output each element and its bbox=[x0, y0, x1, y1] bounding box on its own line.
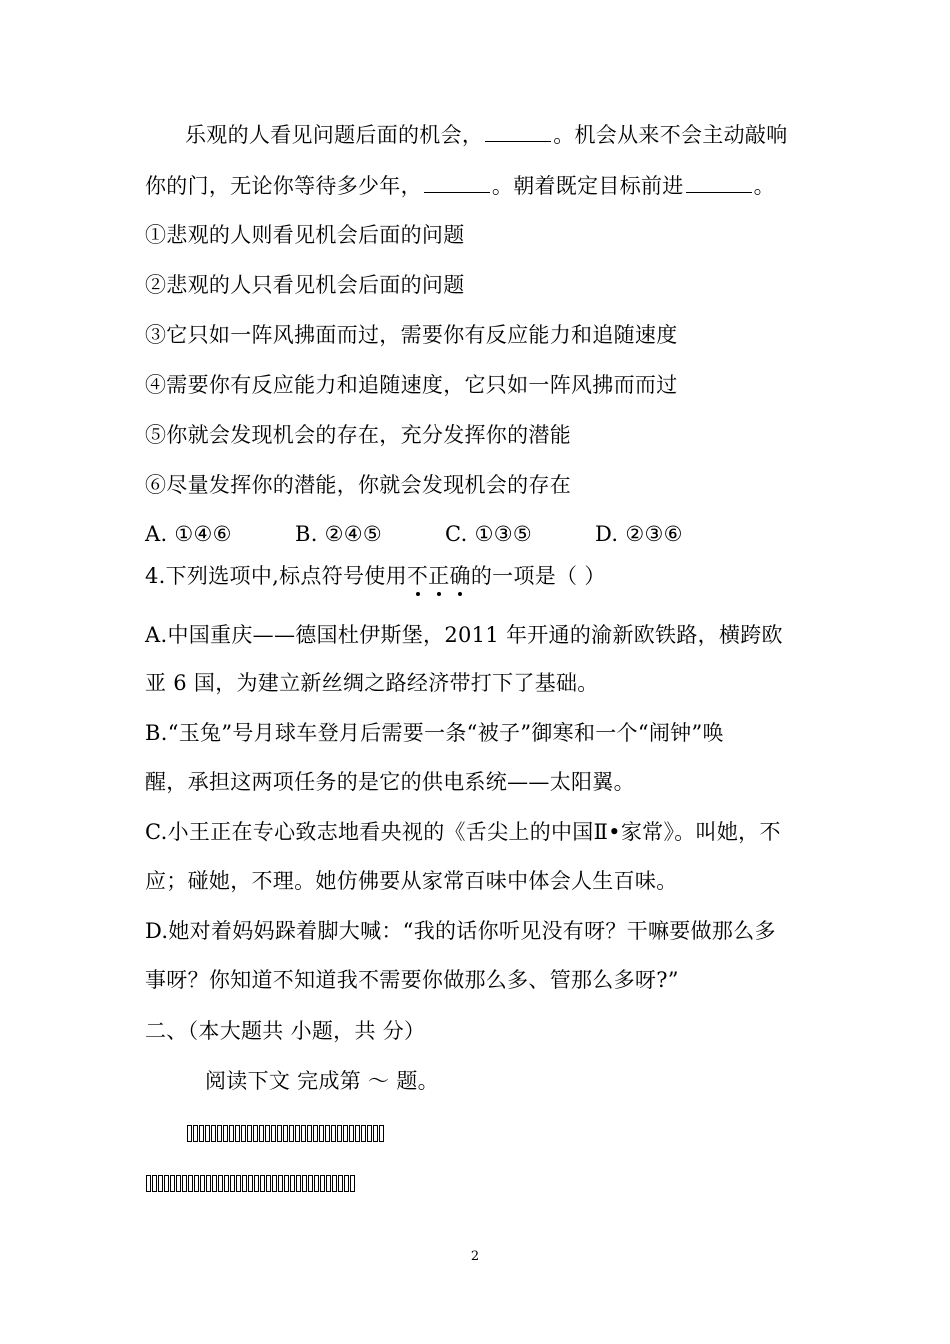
q4-stem bbox=[145, 561, 815, 591]
missing-glyph-box bbox=[355, 1125, 360, 1142]
text: 的一项是（ ） bbox=[470, 564, 606, 588]
missing-glyph-box bbox=[301, 1125, 306, 1142]
missing-glyph-box bbox=[205, 1125, 210, 1142]
missing-glyph-box bbox=[307, 1125, 312, 1142]
q4-option-line: C.小王正在专心致志地看央视的《舌尖上的中国Ⅱ•家常》。叫她，不 bbox=[145, 820, 781, 844]
answer-blank-3 bbox=[686, 172, 752, 193]
q4-option-line: A.中国重庆——德国杜伊斯堡，2011 年开通的渝新欧铁路，横跨欧 bbox=[145, 623, 783, 647]
missing-glyph-box bbox=[344, 1175, 349, 1192]
missing-glyph-box bbox=[146, 1175, 151, 1192]
missing-glyph-box bbox=[199, 1125, 204, 1142]
missing-glyph-box bbox=[290, 1175, 295, 1192]
text: 。朝着既定目标前进 bbox=[491, 174, 684, 198]
q3-item: ④需要你有反应能力和追随速度，它只如一阵风拂而而过 bbox=[145, 373, 678, 397]
missing-glyph-box bbox=[296, 1175, 301, 1192]
q3-item: ③它只如一阵风拂面而过，需要你有反应能力和追随速度 bbox=[145, 323, 678, 347]
missing-glyph-box bbox=[218, 1175, 223, 1192]
missing-glyph-box bbox=[331, 1125, 336, 1142]
missing-glyph-box bbox=[211, 1125, 216, 1142]
option-d: D. ②③⑥ bbox=[595, 522, 683, 546]
missing-glyph-box bbox=[265, 1125, 270, 1142]
missing-glyph-box bbox=[187, 1125, 192, 1142]
missing-glyph-box bbox=[253, 1125, 258, 1142]
missing-glyph-box bbox=[230, 1175, 235, 1192]
missing-glyph-box bbox=[223, 1125, 228, 1142]
q3-paragraph-line-2 bbox=[145, 171, 815, 201]
q3-item: ①悲观的人则看见机会后面的问题 bbox=[145, 223, 465, 247]
missing-glyph-box bbox=[367, 1125, 372, 1142]
q3-paragraph-line-1 bbox=[185, 120, 855, 150]
missing-glyph-box bbox=[242, 1175, 247, 1192]
q3-item: ⑤你就会发现机会的存在，充分发挥你的潜能 bbox=[145, 423, 571, 447]
text: 4.下列选项中,标点符号使用 bbox=[145, 564, 407, 588]
missing-glyph-box bbox=[212, 1175, 217, 1192]
missing-glyph-box bbox=[289, 1125, 294, 1142]
missing-glyph-box bbox=[278, 1175, 283, 1192]
missing-glyph-box bbox=[361, 1125, 366, 1142]
missing-glyph-box bbox=[259, 1125, 264, 1142]
page-number: 2 bbox=[470, 1249, 480, 1264]
section-heading: 二、（本大题共 小题，共 分） bbox=[145, 1019, 426, 1043]
missing-glyph-box bbox=[206, 1175, 211, 1192]
missing-glyph-box bbox=[236, 1175, 241, 1192]
answer-blank-1 bbox=[485, 121, 551, 142]
missing-glyph-box bbox=[176, 1175, 181, 1192]
missing-glyph-box bbox=[320, 1175, 325, 1192]
missing-glyph-box bbox=[247, 1125, 252, 1142]
missing-glyph-box bbox=[284, 1175, 289, 1192]
missing-glyph-box bbox=[260, 1175, 265, 1192]
missing-glyph-box bbox=[170, 1175, 175, 1192]
emphasis-char: 不 bbox=[406, 564, 429, 588]
missing-glyph-box bbox=[313, 1125, 318, 1142]
option-b: B. ②④⑤ bbox=[295, 522, 383, 546]
missing-glyph-box bbox=[241, 1125, 246, 1142]
missing-glyph-box bbox=[277, 1125, 282, 1142]
missing-glyph-box bbox=[266, 1175, 271, 1192]
q3-item: ②悲观的人只看见机会后面的问题 bbox=[145, 273, 465, 297]
text: 你的门，无论你等待多少年， bbox=[145, 174, 422, 198]
missing-glyph-box bbox=[325, 1125, 330, 1142]
missing-glyph-box bbox=[295, 1125, 300, 1142]
missing-glyph-box bbox=[343, 1125, 348, 1142]
text: 。 bbox=[753, 174, 775, 198]
missing-glyph-box bbox=[217, 1125, 222, 1142]
missing-glyph-box bbox=[337, 1125, 342, 1142]
option-a: A. ①④⑥ bbox=[145, 522, 232, 546]
missing-glyph-box bbox=[314, 1175, 319, 1192]
missing-glyph-box bbox=[302, 1175, 307, 1192]
reading-instruction: 阅读下文 完成第 ～ 题。 bbox=[205, 1069, 439, 1093]
q4-option-line: 应；碰她，不理。她仿佛要从家常百味中体会人生百味。 bbox=[145, 869, 678, 893]
missing-glyph-box bbox=[200, 1175, 205, 1192]
emphasis-char: 确 bbox=[449, 564, 471, 588]
placeholder-glyph-row-2 bbox=[146, 1175, 356, 1191]
missing-glyph-box bbox=[319, 1125, 324, 1142]
missing-glyph-box bbox=[283, 1125, 288, 1142]
missing-glyph-box bbox=[326, 1175, 331, 1192]
q4-option-line: B.“玉兔”号月球车登月后需要一条“被子”御寒和一个“闹钟”唤 bbox=[145, 721, 724, 745]
emphasis-char: 正 bbox=[428, 564, 450, 588]
text: 。机会从来不会主动敲响 bbox=[553, 123, 788, 147]
missing-glyph-box bbox=[164, 1175, 169, 1192]
text: 乐观的人看见问题后面的机会， bbox=[185, 123, 484, 147]
placeholder-glyph-row-1 bbox=[187, 1125, 385, 1141]
missing-glyph-box bbox=[182, 1175, 187, 1192]
missing-glyph-box bbox=[158, 1175, 163, 1192]
answer-blank-2 bbox=[424, 172, 490, 193]
missing-glyph-box bbox=[235, 1125, 240, 1142]
missing-glyph-box bbox=[350, 1175, 355, 1192]
missing-glyph-box bbox=[152, 1175, 157, 1192]
missing-glyph-box bbox=[229, 1125, 234, 1142]
missing-glyph-box bbox=[272, 1175, 277, 1192]
missing-glyph-box bbox=[254, 1175, 259, 1192]
missing-glyph-box bbox=[188, 1175, 193, 1192]
q4-option-line: 亚 6 国，为建立新丝绸之路经济带打下了基础。 bbox=[145, 671, 599, 695]
missing-glyph-box bbox=[338, 1175, 343, 1192]
q4-option-line: 醒，承担这两项任务的是它的供电系统——太阳翼。 bbox=[145, 770, 635, 794]
missing-glyph-box bbox=[194, 1175, 199, 1192]
missing-glyph-box bbox=[193, 1125, 198, 1142]
q3-item: ⑥尽量发挥你的潜能，你就会发现机会的存在 bbox=[145, 473, 571, 497]
missing-glyph-box bbox=[379, 1125, 384, 1142]
missing-glyph-box bbox=[248, 1175, 253, 1192]
q4-option-line: D.她对着妈妈跺着脚大喊：“我的话你听见没有呀？干嘛要做那么多 bbox=[145, 919, 776, 943]
missing-glyph-box bbox=[308, 1175, 313, 1192]
q3-options bbox=[145, 519, 815, 549]
missing-glyph-box bbox=[349, 1125, 354, 1142]
missing-glyph-box bbox=[224, 1175, 229, 1192]
q4-option-line: 事呀？你知道不知道我不需要你做那么多、管那么多呀?” bbox=[145, 968, 679, 992]
missing-glyph-box bbox=[332, 1175, 337, 1192]
missing-glyph-box bbox=[373, 1125, 378, 1142]
missing-glyph-box bbox=[271, 1125, 276, 1142]
option-c: C. ①③⑤ bbox=[445, 522, 532, 546]
